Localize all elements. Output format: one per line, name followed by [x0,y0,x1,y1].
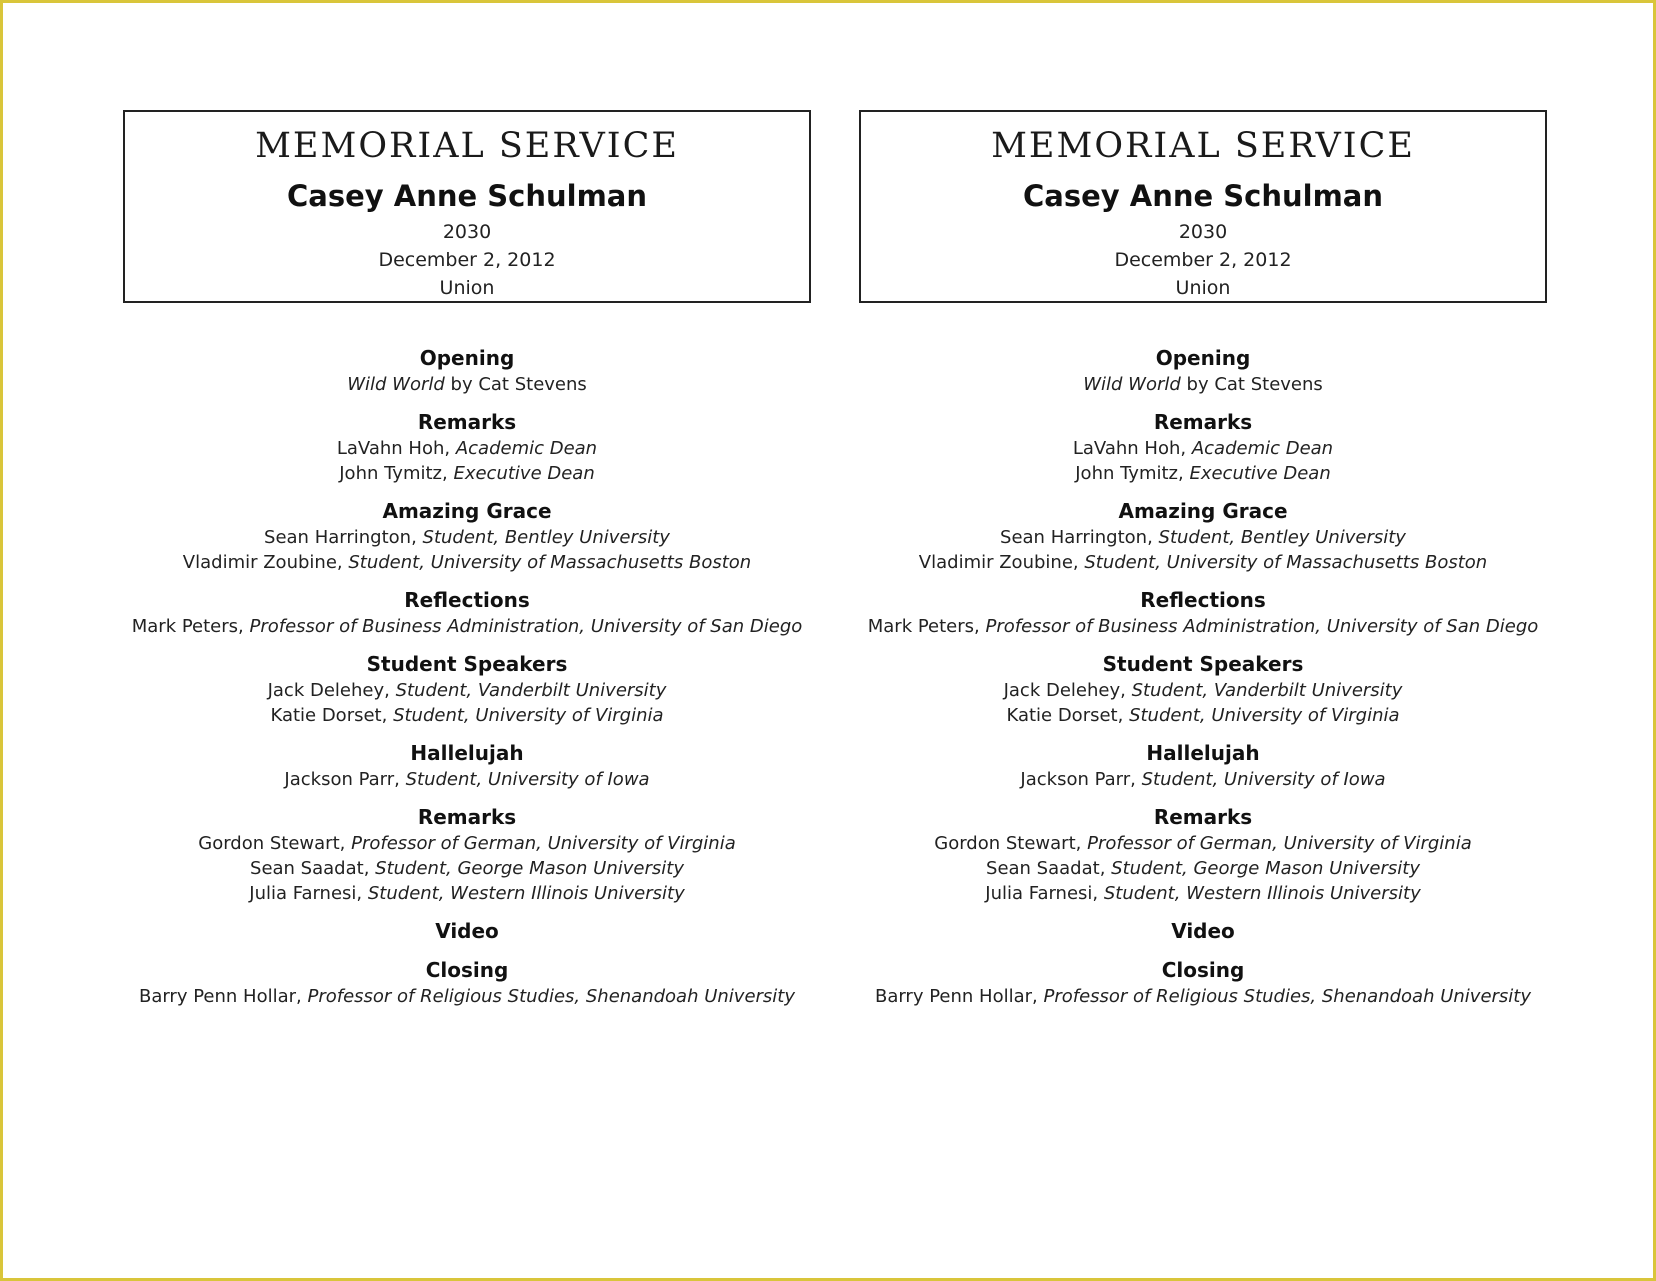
participant-role: Student, Vanderbilt University [1131,680,1403,701]
program-section [123,409,811,486]
section-title: Remarks [417,805,517,829]
participant-name: Sean Saadat [250,858,364,879]
participant-name: Gordon Stewart [934,833,1076,854]
section-title: Video [435,919,499,943]
program-entry: LaVahn Hoh, Academic Dean [1072,438,1334,459]
section-title: Reflections [404,588,530,612]
participant-role: Student, Western Illinois University [367,883,685,904]
section-title: Hallelujah [410,741,524,765]
program-section [859,740,1547,792]
program-section [859,957,1547,1009]
program-section [123,587,811,639]
participant-name: Wild World [347,374,445,395]
service-title: MEMORIAL SERVICE [991,126,1415,166]
section-title: Student Speakers [366,652,568,676]
program-entry: Mark Peters, Professor of Business Administration, University of San Diego [131,616,803,637]
participant-role: Professor of German, University of Virginia [1087,833,1472,854]
participant-name: Vladimir Zoubine [182,552,337,573]
program-entry: Jack Delehey, Student, Vanderbilt University [1003,680,1403,701]
participant-role: Student, University of Iowa [1141,769,1386,790]
program-entry: Barry Penn Hollar, Professor of Religious Studies, Shenandoah University [874,986,1532,1007]
service-year: 2030 [442,221,492,243]
program-entry: Julia Farnesi, Student, Western Illinois University [985,883,1421,904]
program-section [123,918,811,945]
program-entry: Jack Delehey, Student, Vanderbilt University [267,680,667,701]
participant-name: Jackson Parr [1020,769,1131,790]
program-section [859,804,1547,906]
participant-name: Barry Penn Hollar [874,986,1033,1007]
program-entry: Katie Dorset, Student, University of Virginia [1006,705,1400,726]
participant-role: Professor of Religious Studies, Shenandoah University [307,986,796,1007]
participant-role: Student, George Mason University [1111,858,1420,879]
participant-role: Student, Vanderbilt University [395,680,667,701]
program-section [859,345,1547,397]
participant-name: LaVahn Hoh [1072,438,1181,459]
program-section [123,651,811,728]
program-section [123,804,811,906]
program-entry: Vladimir Zoubine, Student, University of Massachusetts Boston [182,552,752,573]
participant-role: Student, University of Iowa [405,769,650,790]
participant-name: Vladimir Zoubine [918,552,1073,573]
program-section [859,587,1547,639]
section-title: Reflections [1140,588,1266,612]
participant-role: Student, University of Virginia [1129,705,1400,726]
section-title: Amazing Grace [1118,499,1288,523]
program-entry: Sean Harrington, Student, Bentley University [264,527,670,548]
participant-role: Professor of German, University of Virginia [351,833,736,854]
program-entry: LaVahn Hoh, Academic Dean [336,438,598,459]
program-entry: Katie Dorset, Student, University of Virginia [270,705,664,726]
program-list [123,345,811,1009]
participant-name: Sean Saadat [986,858,1100,879]
participant-name: Mark Peters [131,616,239,637]
participant-name: LaVahn Hoh [336,438,445,459]
program-copy-left [123,110,811,1021]
program-section [859,918,1547,945]
participant-name: Barry Penn Hollar [138,986,297,1007]
program-list [859,345,1547,1009]
program-entry: John Tymitz, Executive Dean [1075,463,1331,484]
participant-role: by Cat Stevens [1186,374,1323,395]
section-title: Video [1171,919,1235,943]
service-location: Union [439,277,495,299]
section-title: Remarks [1153,410,1253,434]
deceased-name: Casey Anne Schulman [1022,179,1384,213]
program-section [859,498,1547,575]
participant-role: Professor of Business Administration, University of San Diego [985,616,1539,637]
program-section [859,651,1547,728]
participant-name: Wild World [1083,374,1181,395]
participant-name: Jackson Parr [284,769,395,790]
participant-role: Professor of Business Administration, University of San Diego [249,616,803,637]
participant-role: Student, University of Massachusetts Boston [348,552,752,573]
participant-role: Student, Western Illinois University [1103,883,1421,904]
program-copy-right [859,110,1547,1021]
program-section [123,345,811,397]
program-entry: Julia Farnesi, Student, Western Illinois University [249,883,685,904]
section-title: Student Speakers [1102,652,1304,676]
participant-role: by Cat Stevens [450,374,587,395]
participant-role: Student, Bentley University [422,527,670,548]
section-title: Hallelujah [1146,741,1260,765]
program-entry: Jackson Parr, Student, University of Iowa [1020,769,1386,790]
program-entry: Mark Peters, Professor of Business Administration, University of San Diego [867,616,1539,637]
participant-name: John Tymitz [1075,463,1178,484]
participant-role: Executive Dean [453,463,595,484]
service-date: December 2, 2012 [378,249,556,271]
service-year: 2030 [1178,221,1228,243]
program-section [123,957,811,1009]
section-title: Closing [1161,958,1245,982]
participant-name: Jack Delehey [267,680,385,701]
program-entry: John Tymitz, Executive Dean [339,463,595,484]
section-title: Closing [425,958,509,982]
participant-name: John Tymitz [339,463,442,484]
service-title: MEMORIAL SERVICE [255,126,679,166]
program-entry [123,372,811,397]
participant-name: Gordon Stewart [198,833,340,854]
participant-name: Sean Harrington [1000,527,1148,548]
participant-role: Professor of Religious Studies, Shenandoah University [1043,986,1532,1007]
program-section [123,498,811,575]
service-date: December 2, 2012 [1114,249,1292,271]
service-location: Union [1175,277,1231,299]
program-entry: Sean Harrington, Student, Bentley University [1000,527,1406,548]
program-entry: Vladimir Zoubine, Student, University of Massachusetts Boston [918,552,1488,573]
participant-role: Student, University of Massachusetts Boston [1084,552,1488,573]
section-title: Opening [419,346,515,370]
program-entry: Jackson Parr, Student, University of Iowa [284,769,650,790]
participant-role: Academic Dean [1191,438,1334,459]
section-title: Remarks [1153,805,1253,829]
participant-role: Student, George Mason University [375,858,684,879]
program-entry: Sean Saadat, Student, George Mason University [250,858,684,879]
header-box [123,110,811,303]
participant-role: Student, Bentley University [1158,527,1406,548]
program-entry [859,372,1547,397]
participant-name: Jack Delehey [1003,680,1121,701]
participant-name: Julia Farnesi [985,883,1093,904]
participant-name: Katie Dorset [270,705,382,726]
participant-role: Academic Dean [455,438,598,459]
participant-name: Katie Dorset [1006,705,1118,726]
section-title: Remarks [417,410,517,434]
program-entry: Gordon Stewart, Professor of German, University of Virginia [934,833,1472,854]
program-entry: Gordon Stewart, Professor of German, University of Virginia [198,833,736,854]
participant-role: Executive Dean [1189,463,1331,484]
participant-name: Julia Farnesi [249,883,357,904]
header-box [859,110,1547,303]
participant-name: Sean Harrington [264,527,412,548]
deceased-name: Casey Anne Schulman [286,179,648,213]
participant-role: Student, University of Virginia [393,705,664,726]
program-section [123,740,811,792]
section-title: Amazing Grace [382,499,552,523]
program-entry: Sean Saadat, Student, George Mason University [986,858,1420,879]
participant-name: Mark Peters [867,616,975,637]
program-section [859,409,1547,486]
section-title: Opening [1155,346,1251,370]
program-entry: Barry Penn Hollar, Professor of Religious Studies, Shenandoah University [138,986,796,1007]
